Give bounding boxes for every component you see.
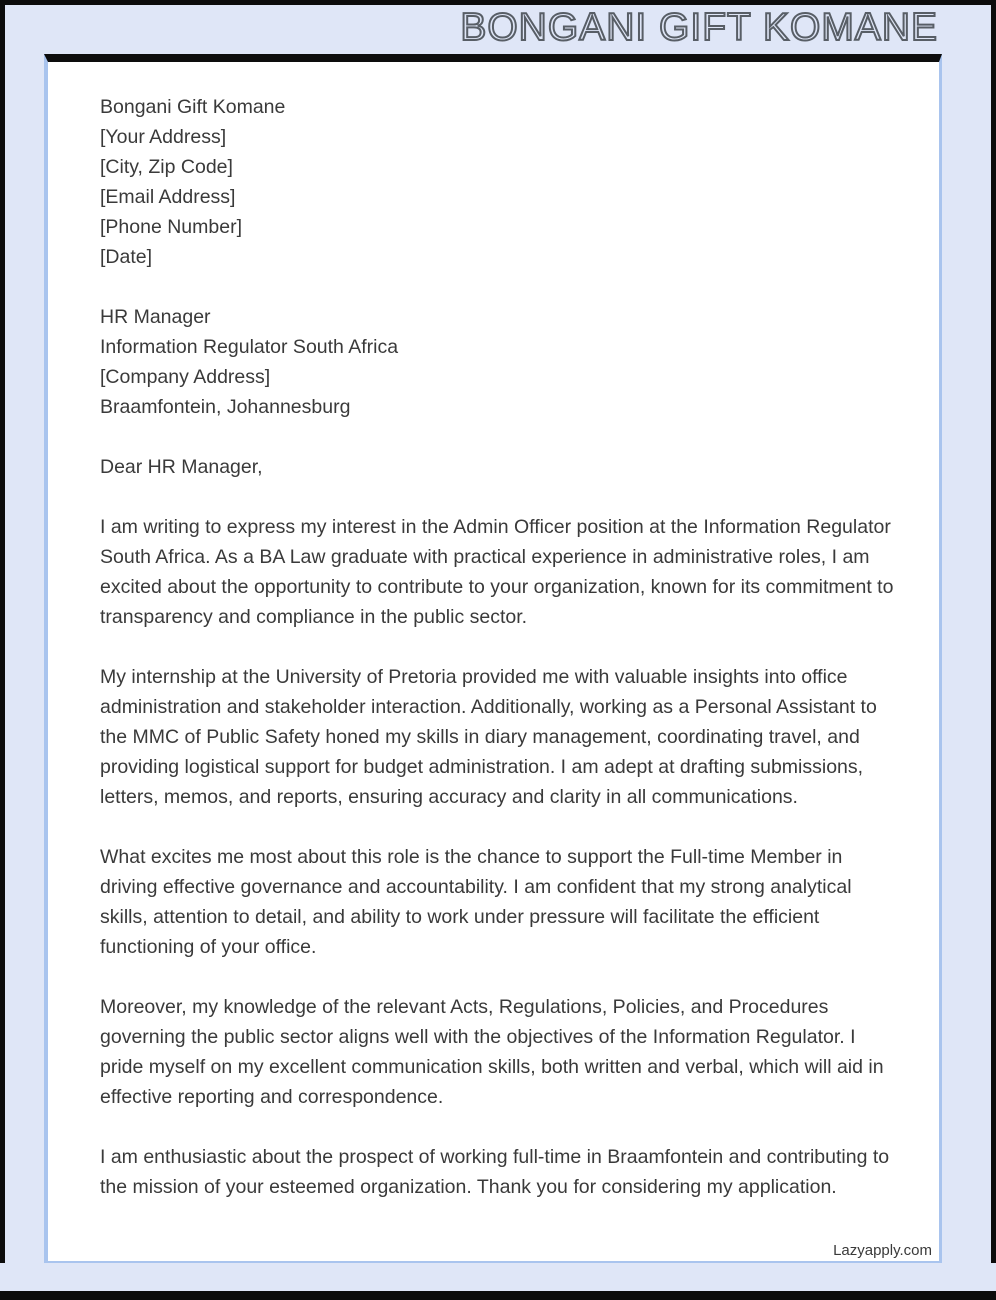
recipient-city: Braamfontein, Johannesburg <box>100 396 351 418</box>
recipient-company: Information Regulator South Africa <box>100 336 399 358</box>
letter-paragraph: I am enthusiastic about the prospect of working full-time in Braamfontein and contributing to the mission of your esteemed organization. Thank you for considering my application. <box>100 1146 890 1198</box>
sender-name: Bongani Gift Komane <box>100 96 286 118</box>
frame-border-left <box>0 0 5 1263</box>
frame-border-right <box>991 0 996 1263</box>
sender-address: [Your Address] <box>100 126 227 148</box>
sender-city-zip: [City, Zip Code] <box>100 156 233 178</box>
recipient-block <box>100 302 895 422</box>
letter-page <box>44 54 942 1263</box>
frame-border-top <box>0 0 996 5</box>
watermark-brand: Lazyapply.com <box>827 1242 932 1260</box>
letter-paragraph: Moreover, my knowledge of the relevant Acts, Regulations, Policies, and Procedures governing the public sector aligns well with the objectives of the Information Regulator. I pride myself on my excellent communication skills, both written and verbal, which will aid in effective reporting and correspondence. <box>100 996 884 1108</box>
letter-paragraph: I am writing to express my interest in the Admin Officer position at the Information Regulator South Africa. As a BA Law graduate with practical experience in administrative roles, I am excited about the opportunity to contribute to your organization, known for its commitment to transparency and compliance in the public sector. <box>100 516 894 628</box>
salutation: Dear HR Manager, <box>100 456 263 478</box>
page-title: BONGANI GIFT KOMANE <box>460 6 938 49</box>
letter-date: [Date] <box>100 246 153 268</box>
recipient-address: [Company Address] <box>100 366 271 388</box>
letter-paragraph: My internship at the University of Pretoria provided me with valuable insights into office administration and stakeholder interaction. Additionally, working as a Personal Assistant to the MMC of Public Safety honed my skills in diary management, coordinating travel, and providing logistical support for budget administration. I am adept at drafting submissions, letters, memos, and reports, ensuring accuracy and clarity in all communications. <box>100 666 877 808</box>
sender-phone: [Phone Number] <box>100 216 242 238</box>
frame-border-bottom <box>0 1291 996 1300</box>
letter-paragraph: What excites me most about this role is the chance to support the Full-time Member in driving effective governance and accountability. I am confident that my strong analytical skills, attention to detail, and ability to work under pressure will facilitate the efficient functioning of your office. <box>100 846 852 958</box>
sender-block <box>100 92 895 272</box>
recipient-title: HR Manager <box>100 306 211 328</box>
sender-email: [Email Address] <box>100 186 236 208</box>
